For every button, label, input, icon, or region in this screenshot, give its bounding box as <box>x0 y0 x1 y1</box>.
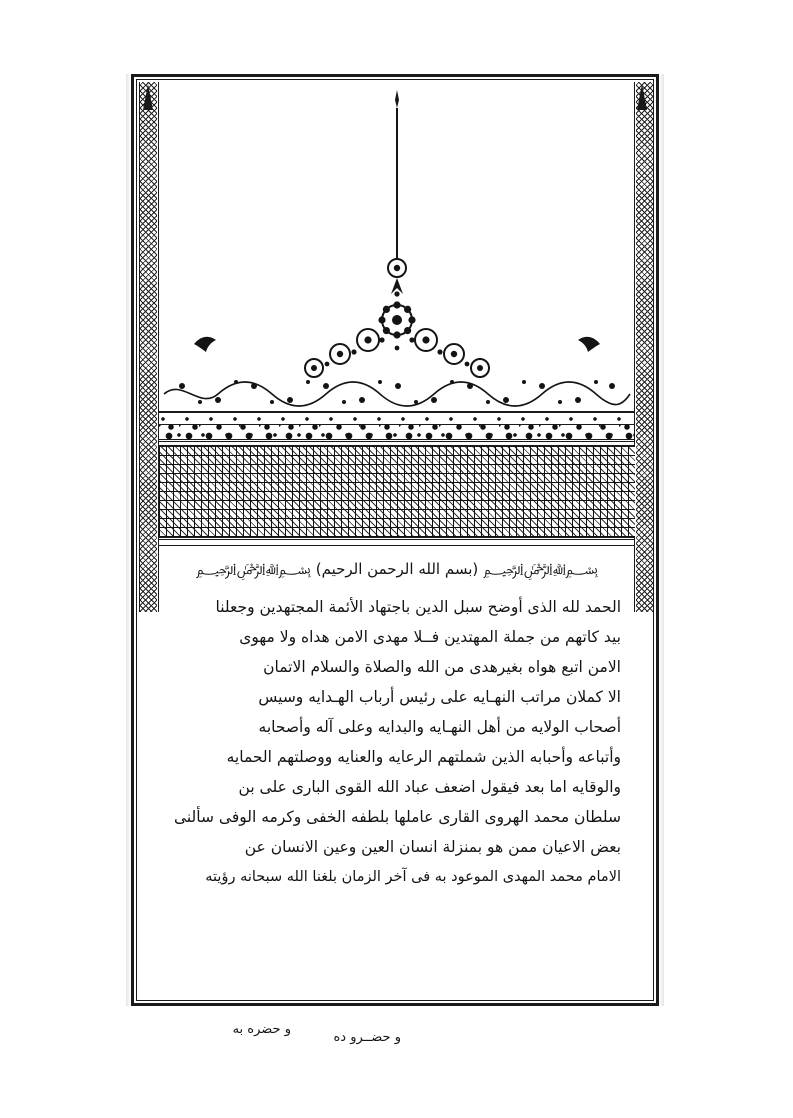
catchword-left: و حضــرو ده <box>333 1030 401 1045</box>
text-line: الامن اتبع هواه بغيرهدى من الله والصلاة والسلام الاتمان <box>263 658 621 676</box>
text-line: الامام محمد المهدى الموعود به فى آخر الزمان بلغنا الله سبحانه رؤيته <box>205 869 621 885</box>
catchword-area <box>131 1012 659 1052</box>
illuminated-unwan-headpiece <box>160 82 634 412</box>
cross-hatch-panel <box>159 446 635 538</box>
band-rule-lower-a <box>159 539 635 540</box>
column-rule-right-outer <box>653 82 654 612</box>
finial-left-icon <box>143 84 153 110</box>
text-line: الا كملان مراتب النهـايه على رئيس أرباب الهـدايه وسيس <box>258 688 621 706</box>
left-ornamental-column <box>140 82 157 612</box>
text-line: والوقايه اما بعد فيقول اضعف عباد الله القوى البارى على بن <box>238 778 621 796</box>
band-rule-lower-b <box>159 545 635 546</box>
right-ornamental-column <box>636 82 653 612</box>
text-line: أصحاب الولايه من أهل النهـايه والبدايه وعلى آله وأصحابه <box>258 718 621 736</box>
text-line: وأتباعه وأحبابه الذين شملتهم الرعايه والعنايه ووصلتهم الحمايه <box>226 748 621 766</box>
basmala-line: ﷽ (بسم الله الرحمن الرحيم) ﷽ <box>195 560 599 578</box>
text-line: بعض الاعيان ممن هو بمنزلة انسان العين وعين الانسان عن <box>244 838 621 856</box>
text-line: سلطان محمد الهروى القارى عاملها بلطفه الخفى وكرمه الوفى سألنى <box>173 808 621 826</box>
text-block <box>159 548 635 1000</box>
catchword-right: و حضره به <box>232 1022 291 1037</box>
floral-band-lower <box>159 424 635 446</box>
text-line: الحمد لله الذى أوضح سبل الدين باجتهاد الأئمة المجتهدين وجعلنا <box>215 598 621 616</box>
scan-edge-shadow-right <box>659 74 664 1006</box>
text-line: بيد كاتهم من جملة المهتدين فــلا مهدى الامن هداه ولا مهوى <box>239 628 621 646</box>
finial-right-icon <box>637 84 647 110</box>
